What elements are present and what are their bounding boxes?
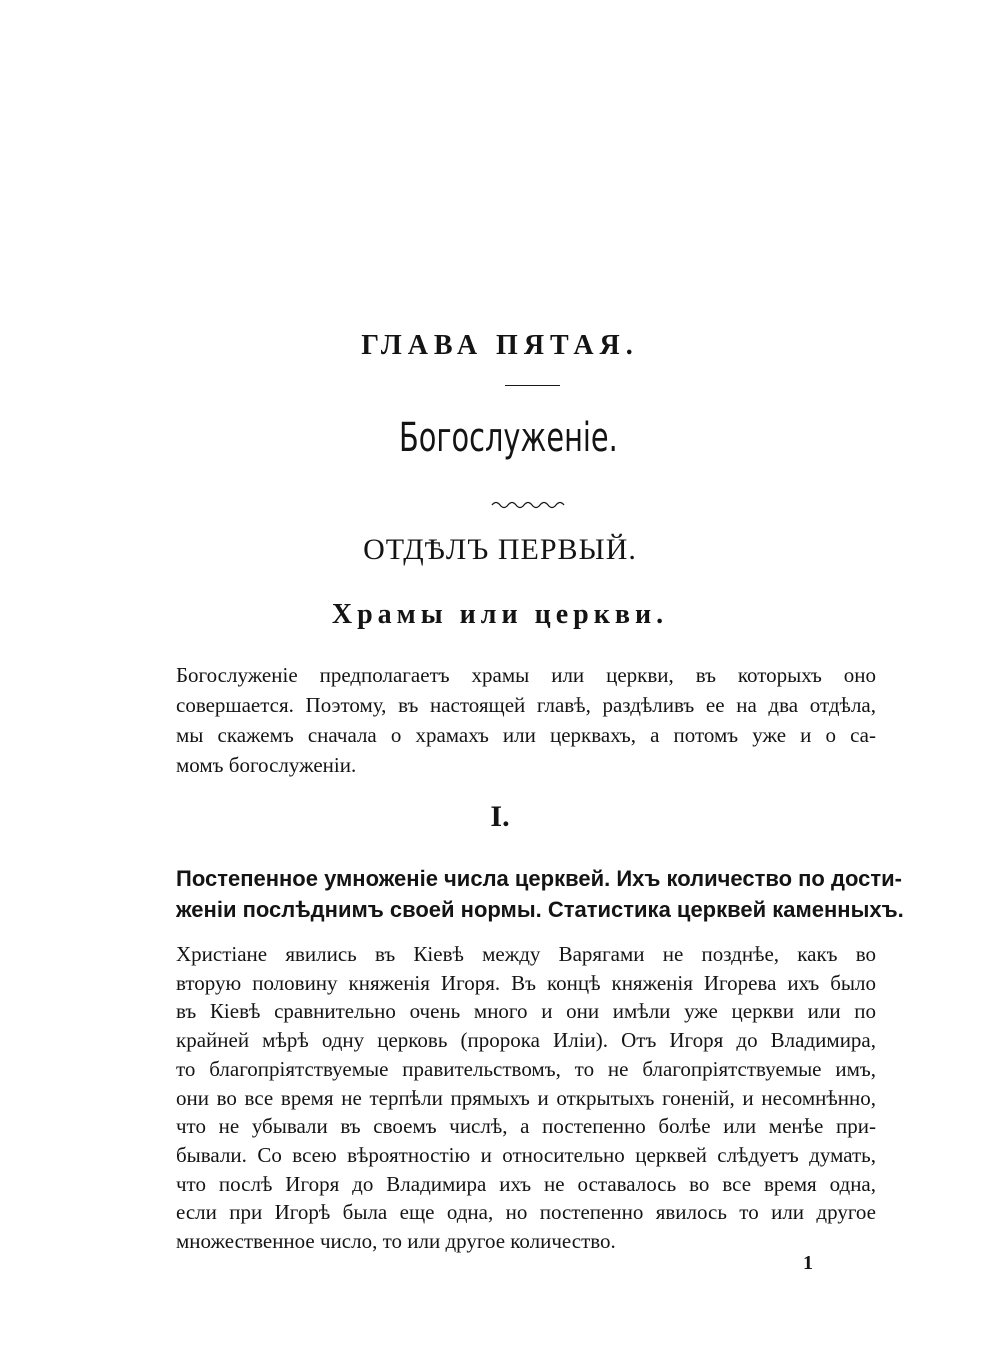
text-line: что не убывали въ своемъ числѣ, а постепенно болѣе или менѣе при- xyxy=(176,1114,876,1139)
page-number: 1 xyxy=(803,1252,813,1274)
text-line: момъ богослуженіи. xyxy=(176,753,357,777)
text-line: множественное число, то или другое количество. xyxy=(176,1229,616,1254)
text-line: если при Игорѣ была еще одна, но постепенно явилось то или другое xyxy=(176,1200,876,1225)
text-line: что послѣ Игоря до Владимира ихъ не оставалось во все время одна, xyxy=(176,1171,876,1196)
chapter-subtitle: Богослуженіе. xyxy=(399,415,618,461)
text-line: въ Кіевѣ сравнительно очень много и они имѣли уже церкви или по xyxy=(176,999,876,1024)
text-line: Богослуженіе предполагаетъ храмы или церкви, въ которыхъ оно xyxy=(176,663,876,687)
body-paragraph xyxy=(176,940,876,1256)
heading-line: Постепенное умноженіе числа церквей. Ихъ количество по дости- xyxy=(176,866,902,891)
text-line: крайней мѣрѣ одну церковь (пророка Иліи). Отъ Игоря до Владимира, xyxy=(176,1028,876,1053)
text-line: вторую половину княженія Игоря. Въ концѣ княженія Игорева ихъ было xyxy=(176,970,876,995)
text-line: мы скажемъ сначала о храмахъ или церквахъ, а потомъ уже и о са- xyxy=(176,723,876,747)
heading-line: женіи послѣднимъ своей нормы. Статистика церквей каменныхъ. xyxy=(176,897,904,922)
intro-paragraph xyxy=(176,660,876,780)
chapter-divider xyxy=(505,385,560,386)
text-line: они во все время не терпѣли прямыхъ и открытыхъ гоненій, и несомнѣнно, xyxy=(176,1085,876,1110)
text-line: совершается. Поэтому, въ настоящей главѣ, раздѣливъ ее на два отдѣла, xyxy=(176,693,876,717)
chapter-title: ГЛАВА ПЯТАЯ. xyxy=(361,330,639,361)
text-line: то благопріятствуемые правительствомъ, то не благопріятствуемые имъ, xyxy=(176,1056,876,1081)
text-line: бывали. Со всею вѣроятностію и относительно церквей слѣдуетъ думать, xyxy=(176,1142,876,1167)
part-heading xyxy=(176,863,904,925)
section-title: ОТДѢЛЪ ПЕРВЫЙ. xyxy=(363,533,637,566)
ornamental-squiggle xyxy=(491,498,569,512)
section-subtitle: Храмы или церкви. xyxy=(331,599,669,630)
text-line: Христіане явились въ Кіевѣ между Варягами не позднѣе, какъ во xyxy=(176,942,876,966)
part-number: I. xyxy=(490,800,510,833)
